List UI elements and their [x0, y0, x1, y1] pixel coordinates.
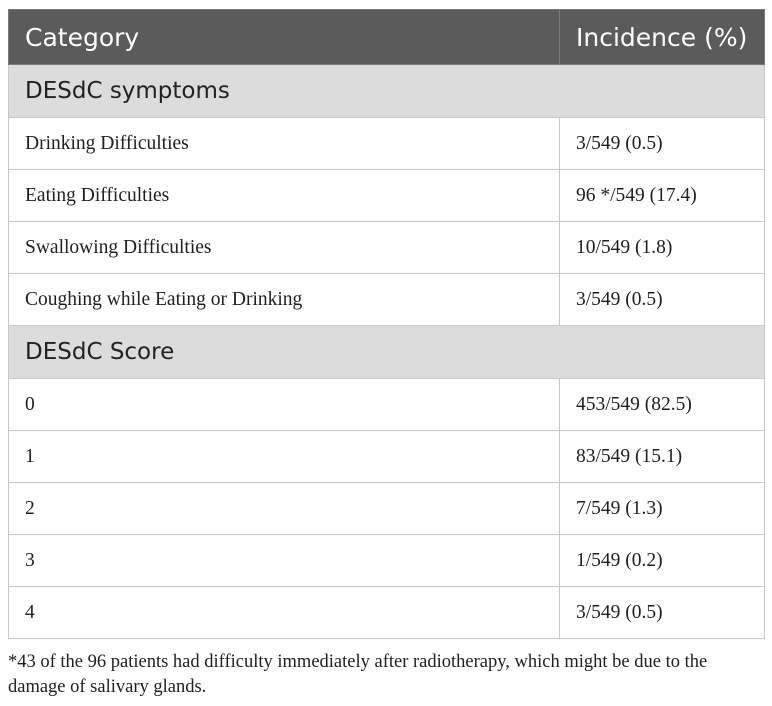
- table-row: [9, 118, 765, 170]
- row-incidence: 83/549 (15.1): [560, 431, 765, 483]
- section-header-symptoms: [9, 65, 765, 118]
- row-category: 3: [9, 535, 560, 587]
- table-row: [9, 587, 765, 639]
- row-category: 1: [9, 431, 560, 483]
- table-row: [9, 431, 765, 483]
- table-footnote: *43 of the 96 patients had difficulty immediately after radiotherapy, which might be due to the damage of salivary glands.: [8, 652, 708, 697]
- header-category: Category: [9, 10, 560, 65]
- incidence-table-container: [8, 9, 764, 639]
- row-incidence: 1/549 (0.2): [560, 535, 765, 587]
- section-header-score: [9, 326, 765, 379]
- row-category: 4: [9, 587, 560, 639]
- row-incidence: 3/549 (0.5): [560, 274, 765, 326]
- section-title: DESdC symptoms: [9, 65, 765, 118]
- row-category: Swallowing Difficulties: [9, 222, 560, 274]
- row-incidence: 10/549 (1.8): [560, 222, 765, 274]
- incidence-table: [8, 9, 765, 639]
- row-incidence: 453/549 (82.5): [560, 379, 765, 431]
- row-incidence: 96 */549 (17.4): [560, 170, 765, 222]
- table-row: [9, 483, 765, 535]
- table-row: [9, 379, 765, 431]
- header-incidence: Incidence (%): [560, 10, 765, 65]
- table-row: [9, 222, 765, 274]
- row-category: 0: [9, 379, 560, 431]
- row-category: 2: [9, 483, 560, 535]
- row-incidence: 7/549 (1.3): [560, 483, 765, 535]
- row-category: Coughing while Eating or Drinking: [9, 274, 560, 326]
- row-category: Eating Difficulties: [9, 170, 560, 222]
- table-row: [9, 170, 765, 222]
- row-category: Drinking Difficulties: [9, 118, 560, 170]
- row-incidence: 3/549 (0.5): [560, 587, 765, 639]
- section-title: DESdC Score: [9, 326, 765, 379]
- table-row: [9, 535, 765, 587]
- table-header-row: [9, 10, 765, 65]
- row-incidence: 3/549 (0.5): [560, 118, 765, 170]
- table-row: [9, 274, 765, 326]
